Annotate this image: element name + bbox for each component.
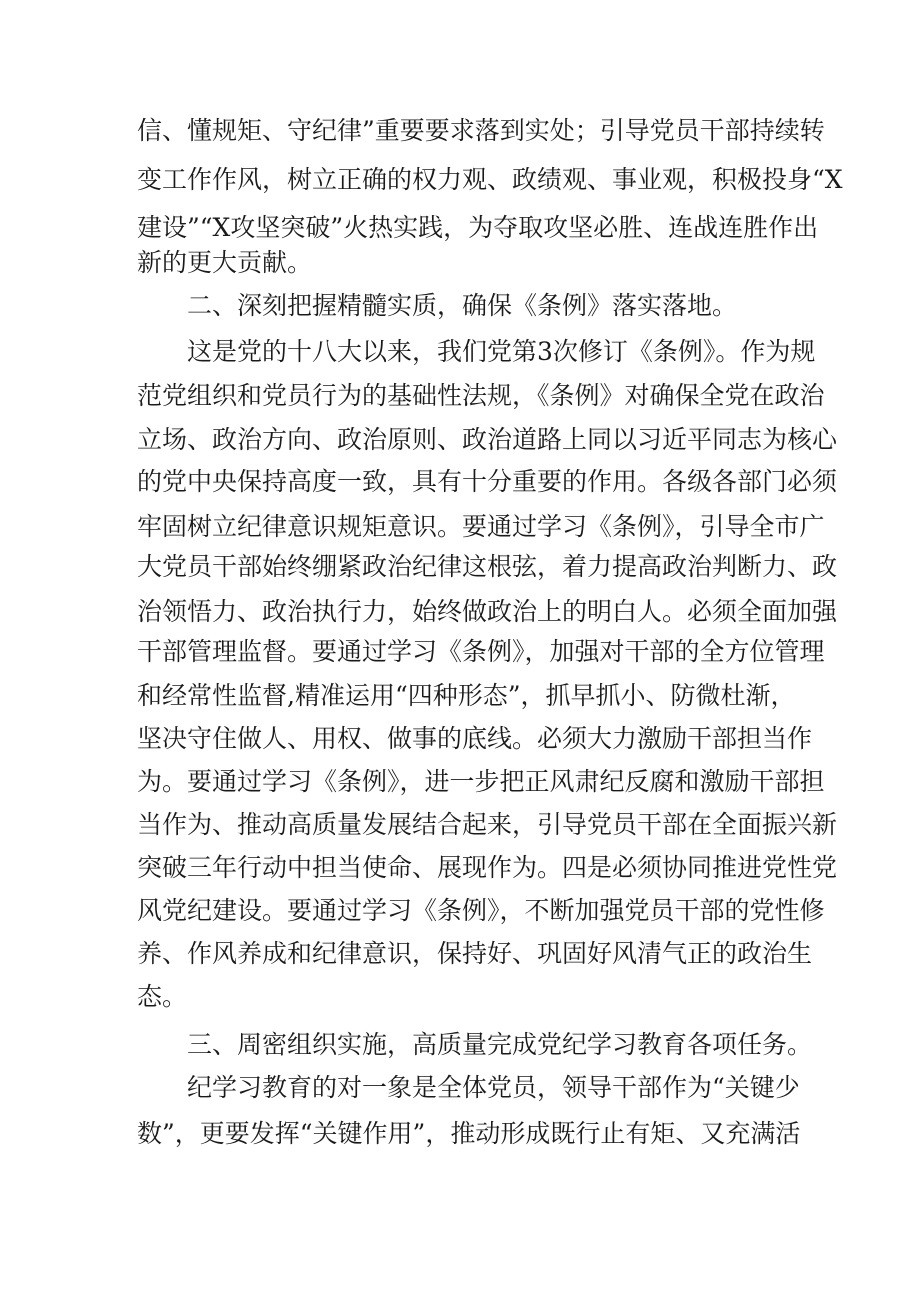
text-line: 养、作风养成和纪律意识，保持好、巩固好风清气正的政治生 <box>137 939 813 968</box>
text-line: 突破三年行动中担当使命、展现作为。四是必须协同推进党性党 <box>137 853 838 882</box>
text-line: 这是党的十八大以来，我们党第3次修订《条例》。作为规 <box>187 337 816 366</box>
text-line: 当作为、推动高质量发展结合起来，引导党员干部在全面振兴新 <box>137 810 838 839</box>
text-line: 立场、政治方向、政治原则、政治道路上同以习近平同志为核心 <box>137 425 838 454</box>
text-line: 范党组织和党员行为的基础性法规，《条例》对确保全党在政治 <box>137 381 825 410</box>
text-line: 牢固树立纪律意识规矩意识。要通过学习《条例》，引导全市广 <box>137 512 825 541</box>
text-line: 新的更大贡献。 <box>137 248 313 277</box>
text-line: 的党中央保持高度一致，具有十分重要的作用。各级各部门必须 <box>137 467 838 496</box>
text-line: 态。 <box>137 982 188 1011</box>
text-line: 数”，更要发挥“关键作用”，推动形成既行止有矩、又充满活 <box>137 1119 801 1148</box>
section-heading: 三、周密组织实施，高质量完成党纪学习教育各项任务。 <box>187 1030 813 1059</box>
text-line: 变工作作风，树立正确的权力观、政绩观、事业观，积极投身“X <box>137 165 843 194</box>
text-line: 坚决守住做人、用权、做事的底线。必须大力激励干部担当作 <box>137 724 813 753</box>
text-line: 和经常性监督,精准运用“四种形态”，抓早抓小、防微杜渐， <box>137 681 796 710</box>
section-heading: 二、深刻把握精髓实质，确保《条例》落实落地。 <box>187 291 738 320</box>
text-line: 风党纪建设。要通过学习《条例》，不断加强党员干部的党性修 <box>137 896 825 925</box>
text-line: 信、懂规矩、守纪律”重要要求落到实处；引导党员干部持续转 <box>137 116 825 145</box>
text-line: 大党员干部始终绷紧政治纪律这根弦，着力提高政治判断力、政 <box>137 552 838 581</box>
text-line: 治领悟力、政治执行力，始终做政治上的明白人。必须全面加强 <box>137 597 838 626</box>
text-line: 为。要通过学习《条例》，进一步把正风肃纪反腐和激励干部担 <box>137 767 825 796</box>
text-line: 建设”“X攻坚突破”火热实践，为夺取攻坚必胜、连战连胜作出 <box>137 213 819 242</box>
text-line: 纪学习教育的对一象是全体党员，领导干部作为“关键少 <box>187 1073 800 1102</box>
text-line: 干部管理监督。要通过学习《条例》，加强对干部的全方位管理 <box>137 637 825 666</box>
